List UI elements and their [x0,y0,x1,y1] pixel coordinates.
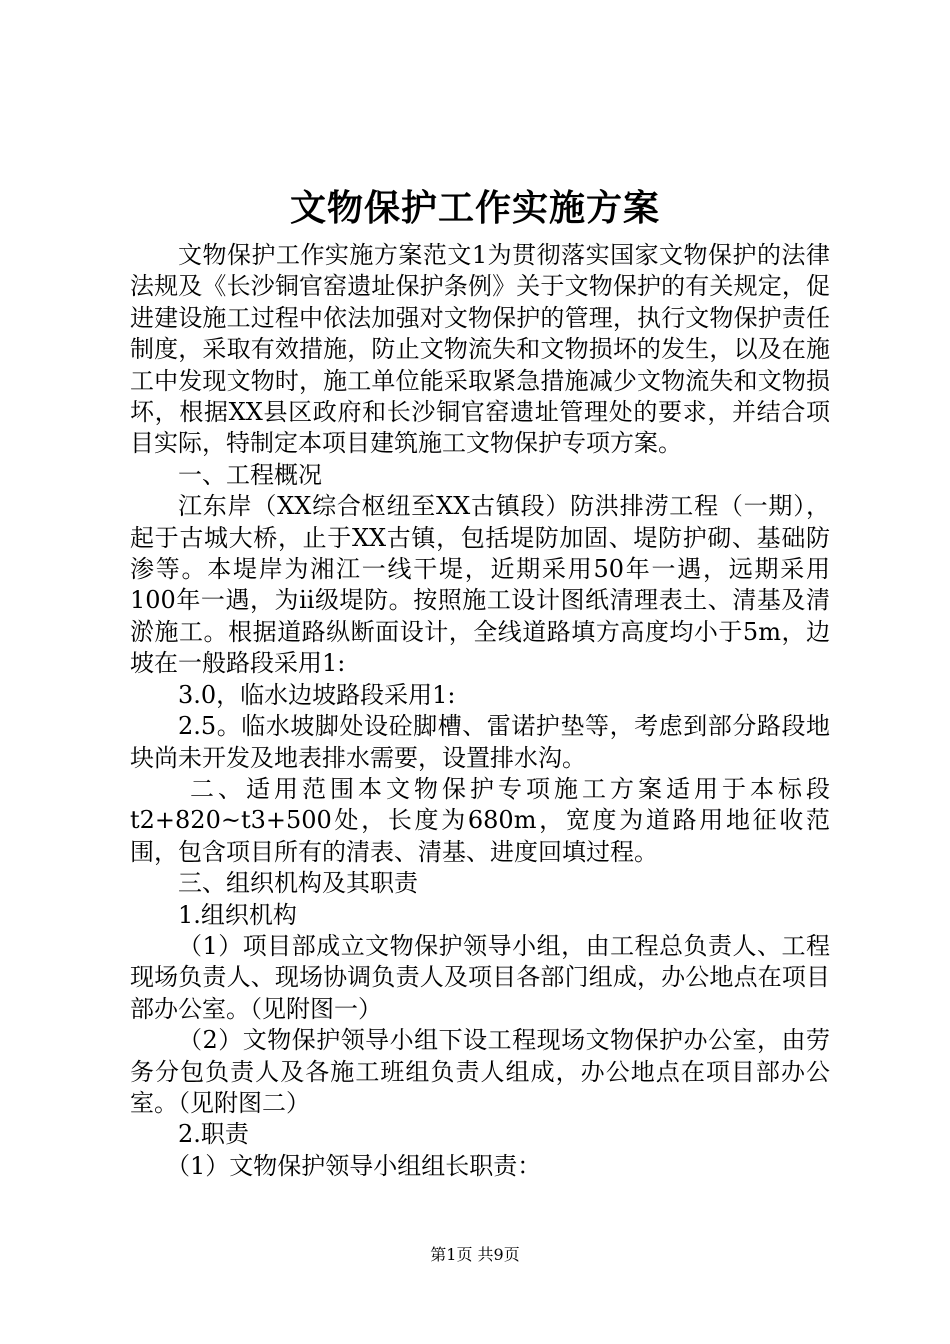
document-body [130,240,830,1182]
page-footer: 第1页 共9页 [430,1245,520,1264]
paragraph-intro: 文物保护工作实施方案范文1为贯彻落实国家文物保护的法律法规及《长沙铜官窑遗址保护条例》关于文物保护的有关规定，促进建设施工过程中依法加强对文物保护的管理，执行文物保护责任制度，采取有效措施，防止文物流失和文物损坏的发生，以及在施工中发现文物时，施工单位能采取紧急措施减少文物流失和文物损坏，根据XX县区政府和长沙铜官窑遗址管理处的要求，并结合项目实际，特制定本项目建筑施工文物保护专项方案。 [130,241,830,458]
heading-duties: 2.职责 [178,1120,249,1149]
paragraph-duty-item-1: （1）文物保护领导小组组长职责： [166,1151,542,1180]
paragraph-org-item-1: （1）项目部成立文物保护领导小组，由工程总负责人、工程现场负责人、现场协调负责人及项目各部门组成，办公地点在项目部办公室。（见附图一） [130,931,830,1023]
paragraph-scope: 二、适用范围本文物保护专项施工方案适用于本标段t2+820~t3+500处，长度为680m，宽度为道路用地征收范围，包含项目所有的清表、清基、进度回填过程。 [130,774,830,866]
heading-project-overview: 一、工程概况 [178,460,322,489]
heading-org-structure: 1.组织机构 [178,900,297,929]
paragraph-slope-ratio-1: 3.0，临水边坡路段采用1: [178,680,456,709]
heading-organization: 三、组织机构及其职责 [178,869,418,898]
document-title: 文物保护工作实施方案 [289,187,660,229]
paragraph-slope-ratio-2: 2.5。临水坡脚处设砼脚槽、雷诺护垫等，考虑到部分路段地块尚未开发及地表排水需要，设置排水沟。 [130,712,830,772]
paragraph-org-item-2: （2）文物保护领导小组下设工程现场文物保护办公室，由劳务分包负责人及各施工班组负责人组成，办公地点在项目部办公室。（见附图二） [130,1026,830,1117]
paragraph-project-overview: 江东岸（XX综合枢纽至XX古镇段）防洪排涝工程（一期），起于古城大桥，止于XX古镇，包括堤防加固、堤防护砌、基础防渗等。本堤岸为湘江一线干堤，近期采用50年一遇，远期采用100年一遇，为ii级堤防。按照施工设计图纸清理表土、清基及清淤施工。根据道路纵断面设计，全线道路填方高度均小于5m，边坡在一般路段采用1: [130,492,830,678]
